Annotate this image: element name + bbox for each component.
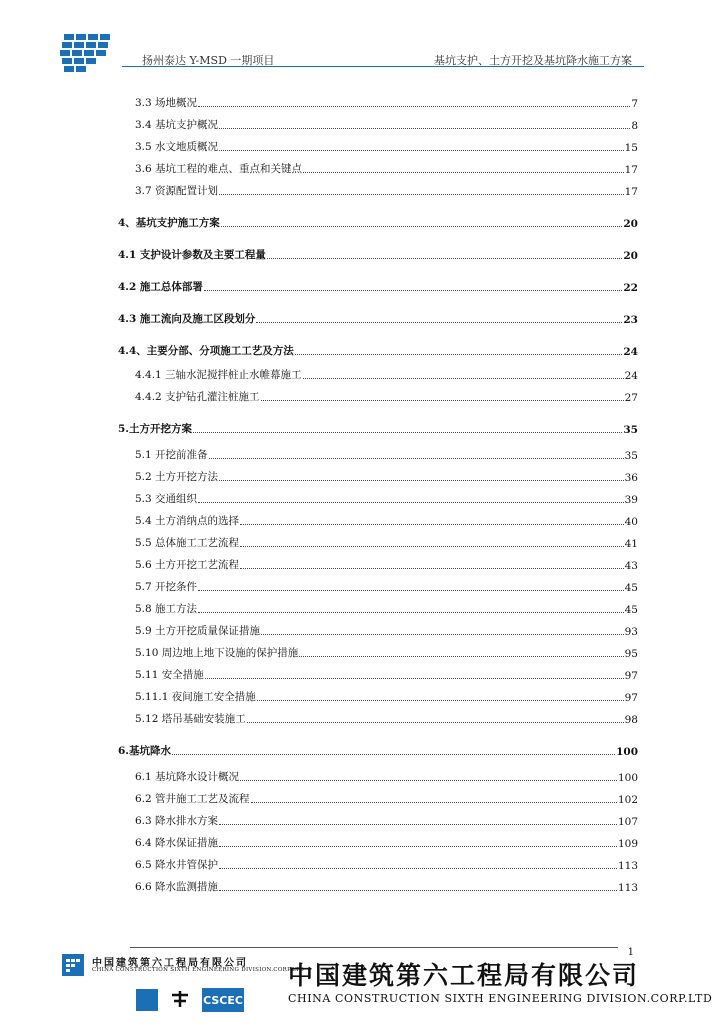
toc-entry[interactable]	[118, 512, 638, 528]
toc-entry-page: 97	[624, 670, 638, 682]
toc-entry[interactable]	[118, 116, 638, 132]
toc-entry-page: 100	[617, 772, 638, 784]
toc-entry-page: 17	[624, 186, 638, 198]
toc-entry[interactable]	[118, 388, 638, 404]
toc-leader-dots	[303, 171, 624, 173]
toc-entry-title: 4.2 施工总体部署	[118, 281, 203, 293]
toc-leader-dots	[221, 225, 623, 227]
company-name-cn-small: 中国建筑第六工程局有限公司	[92, 958, 248, 969]
toc-leader-dots	[240, 523, 624, 525]
toc-entry-page: 27	[624, 392, 638, 404]
company-name-en: CHINA CONSTRUCTION SIXTH ENGINEERING DIVISION.CORP.LTD	[288, 992, 713, 1005]
toc-leader-dots	[193, 431, 622, 433]
toc-leader-dots	[261, 399, 624, 401]
toc-leader-dots	[247, 721, 624, 723]
toc-entry[interactable]	[118, 446, 638, 462]
toc-entry-title: 4.4.1 三轴水泥搅拌桩止水帷幕施工	[135, 369, 302, 381]
toc-entry-title: 6.1 基坑降水设计概况	[135, 771, 240, 783]
toc-leader-dots	[219, 193, 624, 195]
toc-entry-page: 17	[624, 164, 638, 176]
toc-entry-title: 5.土方开挖方案	[118, 423, 192, 435]
company-name-cn: 中国建筑第六工程局有限公司	[288, 961, 640, 990]
toc-leader-dots	[219, 149, 624, 151]
toc-entry-title: 6.6 降水监测措施	[135, 881, 219, 893]
toc-entry-page: 45	[624, 604, 638, 616]
toc-leader-dots	[198, 501, 624, 503]
toc-entry[interactable]	[118, 578, 638, 594]
toc-leader-dots	[251, 801, 617, 803]
toc-entry-page: 43	[624, 560, 638, 572]
cert-badge-icon	[136, 989, 158, 1011]
toc-entry-page: 107	[617, 816, 638, 828]
toc-entry[interactable]	[118, 812, 638, 828]
toc-entry-page: 40	[624, 516, 638, 528]
toc-entry[interactable]	[118, 214, 638, 230]
toc-entry-title: 4.4.2 支护钻孔灌注桩施工	[135, 391, 260, 403]
toc-leader-dots	[303, 377, 624, 379]
toc-leader-dots	[261, 633, 624, 635]
toc-leader-dots	[172, 753, 615, 755]
toc-entry[interactable]	[118, 490, 638, 506]
toc-entry[interactable]	[118, 710, 638, 726]
toc-entry-page: 39	[624, 494, 638, 506]
toc-entry-page: 15	[624, 142, 638, 154]
toc-entry-title: 3.3 场地概况	[135, 97, 198, 109]
toc-entry[interactable]	[118, 556, 638, 572]
toc-entry-title: 4、基坑支护施工方案	[118, 217, 220, 229]
toc-entry-page: 20	[623, 218, 638, 230]
toc-leader-dots	[240, 545, 624, 547]
toc-entry-page: 45	[624, 582, 638, 594]
toc-leader-dots	[204, 289, 622, 291]
toc-entry[interactable]	[118, 420, 638, 436]
footer-divider	[130, 947, 618, 948]
company-logo-grid	[60, 34, 122, 74]
toc-leader-dots	[205, 677, 624, 679]
toc-entry-page: 102	[617, 794, 638, 806]
toc-leader-dots	[198, 611, 624, 613]
toc-leader-dots	[209, 457, 624, 459]
toc-leader-dots	[257, 699, 624, 701]
toc-entry-page: 35	[624, 450, 638, 462]
toc-entry[interactable]	[118, 342, 638, 358]
toc-entry-page: 22	[623, 282, 638, 294]
toc-entry-page: 97	[624, 692, 638, 704]
toc-entry-page: 98	[624, 714, 638, 726]
toc-leader-dots	[295, 353, 623, 355]
toc-entry-title: 3.6 基坑工程的难点、重点和关键点	[135, 163, 303, 175]
toc-entry-page: 36	[624, 472, 638, 484]
toc-leader-dots	[240, 779, 617, 781]
toc-entry[interactable]	[118, 600, 638, 616]
toc-leader-dots	[219, 845, 617, 847]
toc-leader-dots	[267, 257, 622, 259]
toc-entry[interactable]	[118, 790, 638, 806]
toc-entry-title: 4.1 支护设计参数及主要工程量	[118, 249, 266, 261]
toc-entry[interactable]	[118, 468, 638, 484]
toc-leader-dots	[198, 105, 630, 107]
toc-entry-page: 7	[631, 98, 638, 110]
toc-entry[interactable]	[118, 138, 638, 154]
toc-entry-page: 41	[624, 538, 638, 550]
toc-leader-dots	[198, 589, 624, 591]
toc-entry[interactable]	[118, 878, 638, 894]
toc-entry-page: 24	[624, 370, 638, 382]
toc-entry-title: 4.4、主要分部、分项施工工艺及方法	[118, 345, 294, 357]
toc-entry-page: 93	[624, 626, 638, 638]
toc-entry-title: 6.4 降水保证措施	[135, 837, 219, 849]
toc-leader-dots	[256, 321, 622, 323]
toc-entry-page: 35	[623, 424, 638, 436]
header-divider	[122, 66, 644, 67]
toc-entry-title: 3.5 水文地质概况	[135, 141, 219, 153]
toc-entry[interactable]	[118, 666, 638, 682]
toc-entry[interactable]	[118, 366, 638, 382]
toc-entry-title: 6.5 降水井管保护	[135, 859, 219, 871]
toc-entry-title: 5.3 交通组织	[135, 493, 198, 505]
toc-entry-title: 5.11.1 夜间施工安全措施	[135, 691, 256, 703]
company-small-logo	[62, 954, 84, 976]
header-project-name: 扬州泰达 Y-MSD 一期项目	[142, 54, 275, 67]
toc-entry-title: 5.10 周边地上地下设施的保护措施	[135, 647, 299, 659]
toc-entry[interactable]	[118, 688, 638, 704]
toc-entry-title: 4.3 施工流向及施工区段划分	[118, 313, 256, 325]
toc-entry-page: 100	[616, 746, 638, 758]
toc-entry-page: 20	[623, 250, 638, 262]
toc-entry-page: 95	[624, 648, 638, 660]
certification-badges	[136, 988, 244, 1012]
toc-entry-title: 5.9 土方开挖质量保证措施	[135, 625, 261, 637]
toc-leader-dots	[219, 479, 624, 481]
toc-leader-dots	[219, 889, 617, 891]
toc-entry-page: 113	[617, 882, 638, 894]
toc-leader-dots	[219, 823, 617, 825]
toc-entry[interactable]	[118, 742, 638, 758]
toc-entry-title: 3.7 资源配置计划	[135, 185, 219, 197]
toc-entry-title: 6.2 管井施工工艺及流程	[135, 793, 250, 805]
toc-entry[interactable]	[118, 834, 638, 850]
toc-entry[interactable]	[118, 768, 638, 784]
toc-entry-title: 5.2 土方开挖方法	[135, 471, 219, 483]
toc-entry-page: 24	[623, 346, 638, 358]
toc-entry-title: 5.12 塔吊基础安装施工	[135, 713, 246, 725]
toc-entry-title: 3.4 基坑支护概况	[135, 119, 219, 131]
toc-leader-dots	[240, 567, 624, 569]
toc-leader-dots	[219, 127, 630, 129]
cscec-logo: CSCEC	[202, 988, 244, 1012]
toc-entry-page: 23	[623, 314, 638, 326]
toc-entry-title: 5.8 施工方法	[135, 603, 198, 615]
toc-entry[interactable]	[118, 622, 638, 638]
toc-entry-title: 5.1 开挖前准备	[135, 449, 208, 461]
toc-entry[interactable]	[118, 160, 638, 176]
cert-mark-icon	[168, 989, 192, 1011]
company-name-en-small: CHINA CONSTRUCTION SIXTH ENGINEERING DIVISION.CORP.LTD	[92, 967, 305, 973]
toc-entry[interactable]	[118, 534, 638, 550]
toc-entry[interactable]	[118, 94, 638, 110]
toc-entry-title: 5.11 安全措施	[135, 669, 204, 681]
toc-leader-dots	[219, 867, 617, 869]
toc-entry-title: 5.5 总体施工工艺流程	[135, 537, 240, 549]
toc-entry[interactable]	[118, 182, 638, 198]
toc-entry-title: 6.3 降水排水方案	[135, 815, 219, 827]
toc-entry-page: 8	[631, 120, 638, 132]
toc-entry[interactable]	[118, 856, 638, 872]
toc-entry-title: 5.7 开挖条件	[135, 581, 198, 593]
toc-entry-page: 109	[617, 838, 638, 850]
toc-entry[interactable]	[118, 278, 638, 294]
toc-entry[interactable]	[118, 644, 638, 660]
toc-leader-dots	[299, 655, 623, 657]
toc-entry-title: 5.4 土方消纳点的选择	[135, 515, 240, 527]
toc-entry[interactable]	[118, 246, 638, 262]
toc-entry-title: 6.基坑降水	[118, 745, 171, 757]
page-number: 1	[627, 947, 634, 958]
toc-entry-title: 5.6 土方开挖工艺流程	[135, 559, 240, 571]
toc-entry[interactable]	[118, 310, 638, 326]
header-document-title: 基坑支护、土方开挖及基坑降水施工方案	[434, 54, 632, 67]
toc-entry-page: 113	[617, 860, 638, 872]
